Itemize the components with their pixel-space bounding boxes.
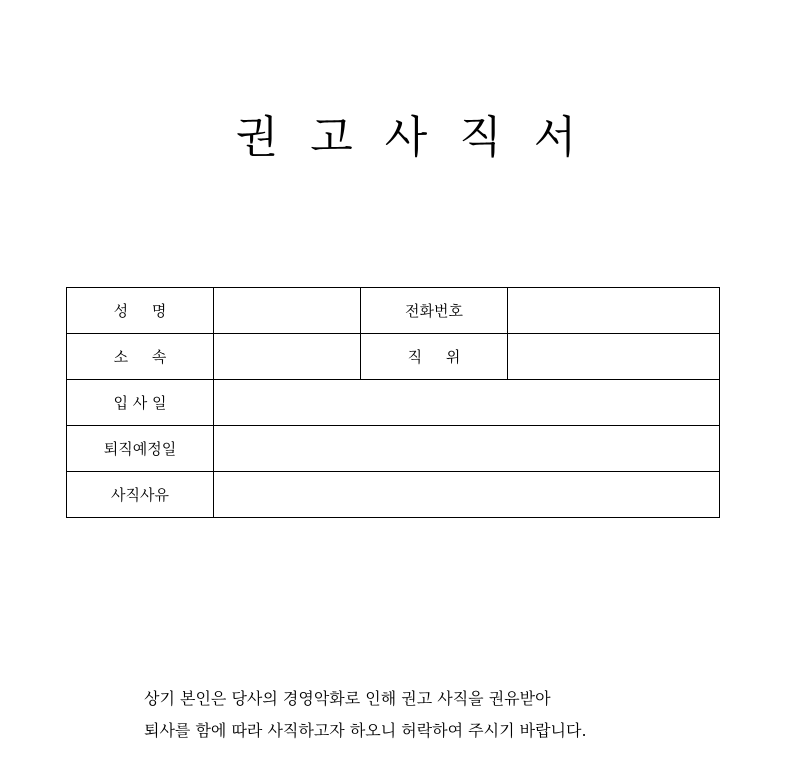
join-date-label: 입 사 일 [67,380,214,426]
table-row [67,380,720,426]
table-row [67,472,720,518]
join-date-value[interactable] [214,380,720,426]
resign-date-value[interactable] [214,426,720,472]
document-title: 권 고 사 직 서 [235,112,577,163]
resign-date-label: 퇴직예정일 [67,426,214,472]
statement-line-1: 상기 본인은 당사의 경영악화로 인해 권고 사직을 권유받아 [144,689,551,708]
phone-label: 전화번호 [361,288,508,334]
reason-value[interactable] [214,472,720,518]
reason-label: 사직사유 [67,472,214,518]
table-row [67,288,720,334]
statement [144,683,587,747]
position-value[interactable] [508,334,720,380]
statement-line-2: 퇴사를 함에 따라 사직하고자 하오니 허락하여 주시기 바랍니다. [144,721,587,740]
department-value[interactable] [214,334,361,380]
table-row [67,334,720,380]
table-row [67,426,720,472]
phone-value[interactable] [508,288,720,334]
name-value[interactable] [214,288,361,334]
info-table [66,287,720,518]
position-label: 직 위 [361,334,508,380]
name-label: 성 명 [67,288,214,334]
department-label: 소 속 [67,334,214,380]
